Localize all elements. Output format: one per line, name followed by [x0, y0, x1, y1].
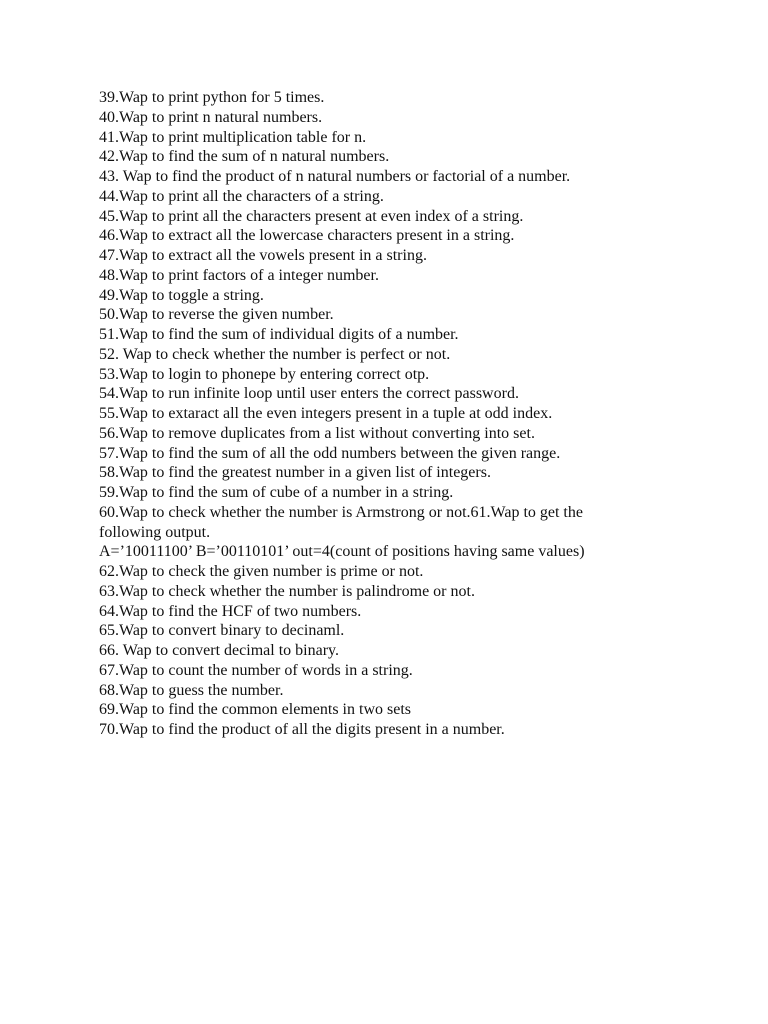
question-line: 47.Wap to extract all the vowels present in a string.	[99, 247, 427, 264]
question-line: 43. Wap to find the product of n natural numbers or factorial of a number.	[99, 168, 571, 185]
question-line: 66. Wap to convert decimal to binary.	[99, 642, 339, 659]
question-line: 65.Wap to convert binary to decinaml.	[99, 622, 345, 640]
question-line: 40.Wap to print n natural numbers.	[99, 108, 323, 126]
question-line: 56.Wap to remove duplicates from a list without converting into set.	[99, 424, 535, 442]
question-line: 39.Wap to print python for 5 times.	[99, 89, 325, 106]
question-line: 55.Wap to extaract all the even integers present in a tuple at odd index.	[99, 405, 553, 422]
question-line: 49.Wap to toggle a string.	[99, 286, 264, 304]
question-line: 64.Wap to find the HCF of two numbers.	[99, 602, 362, 620]
question-line: 42.Wap to find the sum of n natural numbers.	[99, 148, 390, 166]
question-line: 50.Wap to reverse the given number.	[99, 306, 334, 324]
question-line: 60.Wap to check whether the number is Armstrong or not.61.Wap to get the	[99, 503, 583, 521]
question-line-continuation: following output.	[99, 523, 211, 541]
question-line: 59.Wap to find the sum of cube of a number in a string.	[99, 484, 454, 501]
question-line: 63.Wap to check whether the number is palindrome or not.	[99, 582, 475, 600]
question-line: 58.Wap to find the greatest number in a given list of integers.	[99, 464, 491, 482]
question-line: 45.Wap to print all the characters present at even index of a string.	[99, 207, 524, 225]
question-line: 48.Wap to print factors of a integer number.	[99, 266, 379, 284]
question-line: 67.Wap to count the number of words in a string.	[99, 661, 413, 679]
question-line: 54.Wap to run infinite loop until user enters the correct password.	[99, 385, 519, 403]
question-list	[99, 88, 659, 740]
question-line: 68.Wap to guess the number.	[99, 681, 284, 699]
question-line: 57.Wap to find the sum of all the odd numbers between the given range.	[99, 444, 561, 462]
question-line: 69.Wap to find the common elements in two sets	[99, 701, 411, 719]
question-line: 46.Wap to extract all the lowercase characters present in a string.	[99, 227, 515, 245]
question-line: 52. Wap to check whether the number is perfect or not.	[99, 345, 451, 363]
question-line: 70.Wap to find the product of all the digits present in a number.	[99, 721, 505, 738]
question-line: 44.Wap to print all the characters of a string.	[99, 187, 384, 205]
example-line: A=’10011100’ B=’00110101’ out=4(count of positions having same values)	[99, 543, 585, 561]
question-line: 62.Wap to check the given number is prime or not.	[99, 563, 424, 580]
question-line: 51.Wap to find the sum of individual digits of a number.	[99, 326, 459, 343]
question-line: 41.Wap to print multiplication table for n.	[99, 128, 367, 146]
question-line: 53.Wap to login to phonepe by entering correct otp.	[99, 365, 430, 383]
